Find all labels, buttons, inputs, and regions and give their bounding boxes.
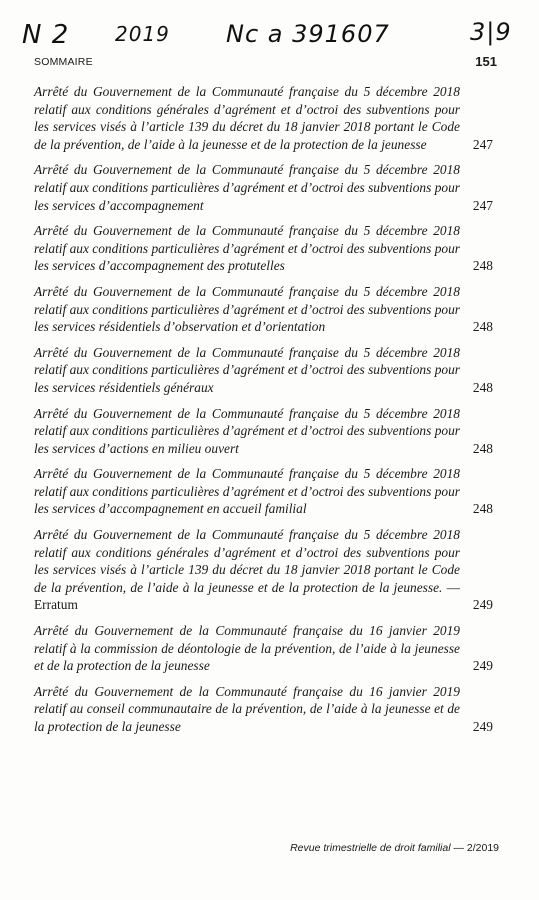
toc-entry [34,622,497,675]
footer-issue: — 2/2019 [450,842,499,854]
toc-entry-page: 248 [472,258,493,274]
toc-entry-page: 248 [472,379,493,395]
toc-entry-page: 248 [472,501,493,517]
toc-entry-page: 248 [472,440,493,456]
toc-entry-title: Arrêté du Gouvernement de la Communauté française du 5 décembre 2018 relatif aux conditions particulières d’agrément et d’octroi des subventions pour les services résidentiels d’observation et d’orientation [34,283,460,335]
handwritten-note-reference: Nc a 391607 [226,20,390,48]
page-footer [290,842,499,854]
toc-entry-page: 247 [472,136,493,152]
toc-entry-title: Arrêté du Gouvernement de la Communauté française du 5 décembre 2018 relatif aux conditions générales d’agrément et d’octroi des subventions pour les services visés à l’article 139 du décret du 18 janvier 2018 portant le Code de la prévention, de l’aide à la jeunesse et de la protection de la jeunesse [34,84,460,152]
toc-entry-title: Arrêté du Gouvernement de la Communauté française du 16 janvier 2019 relatif à la commission de déontologie de la prévention, de l’aide à la jeunesse et de la protection de la jeunesse [34,623,460,674]
toc-entry [34,161,497,214]
footer-journal-name: Revue trimestrielle de droit familial [290,842,451,854]
handwritten-note-year: 2019 [115,22,170,46]
toc-entry [34,283,497,336]
toc-entry-title: Arrêté du Gouvernement de la Communauté française du 5 décembre 2018 relatif aux conditions générales d’agrément et d’octroi des subventions pour les services visés à l’article 139 du décret du 18 janvier 2018 portant le Code de la prévention, de l’aide à la jeunesse et de la protection de la jeunesse. — Erratum [34,527,461,613]
toc-entry-page: 249 [472,719,493,734]
toc-entry-page: 249 [472,658,493,674]
table-of-contents [34,83,497,744]
toc-entry-title: Arrêté du Gouvernement de la Communauté française du 5 décembre 2018 relatif aux conditions particulières d’agrément et d’octroi des subventions pour les services d’accompagnement en accueil familial [34,466,460,517]
toc-entry-title: Arrêté du Gouvernement de la Communauté française du 5 décembre 2018 relatif aux conditions particulières d’agrément et d’octroi des subventions pour les services d’accompagnement [34,162,460,213]
toc-entry-page: 249 [472,597,493,613]
section-label: SOMMAIRE [34,56,93,68]
toc-entry [34,526,497,614]
handwritten-note-number: N 2 [22,20,70,50]
toc-entry-title: Arrêté du Gouvernement de la Communauté française du 5 décembre 2018 relatif aux conditions particulières d’agrément et d’octroi des subventions pour les services résidentiels généraux [34,344,460,395]
toc-entry [34,222,497,275]
toc-entry-suffix: — Erratum [34,579,461,613]
toc-entry [34,405,497,458]
toc-entry-title: Arrêté du Gouvernement de la Communauté française du 5 décembre 2018 relatif aux conditions particulières d’agrément et d’octroi des subventions pour les services d’actions en milieu ouvert [34,405,460,456]
toc-entry-title: Arrêté du Gouvernement de la Communauté française du 5 décembre 2018 relatif aux conditions particulières d’agrément et d’octroi des subventions pour les services d’accompagnement des protutelles [34,223,460,274]
toc-entry-page: 247 [472,197,493,213]
toc-entry [34,683,497,736]
toc-entry-title: Arrêté du Gouvernement de la Communauté française du 16 janvier 2019 relatif au conseil communautaire de la prévention, de l’aide à la jeunesse et de la protection de la jeunesse [34,683,460,734]
header-page-number: 151 [475,54,497,69]
handwritten-note-fraction: 3|9 [470,18,512,46]
toc-entry [34,344,497,397]
toc-entry-page: 248 [472,319,493,335]
toc-entry [34,465,497,518]
toc-entry [34,83,497,153]
